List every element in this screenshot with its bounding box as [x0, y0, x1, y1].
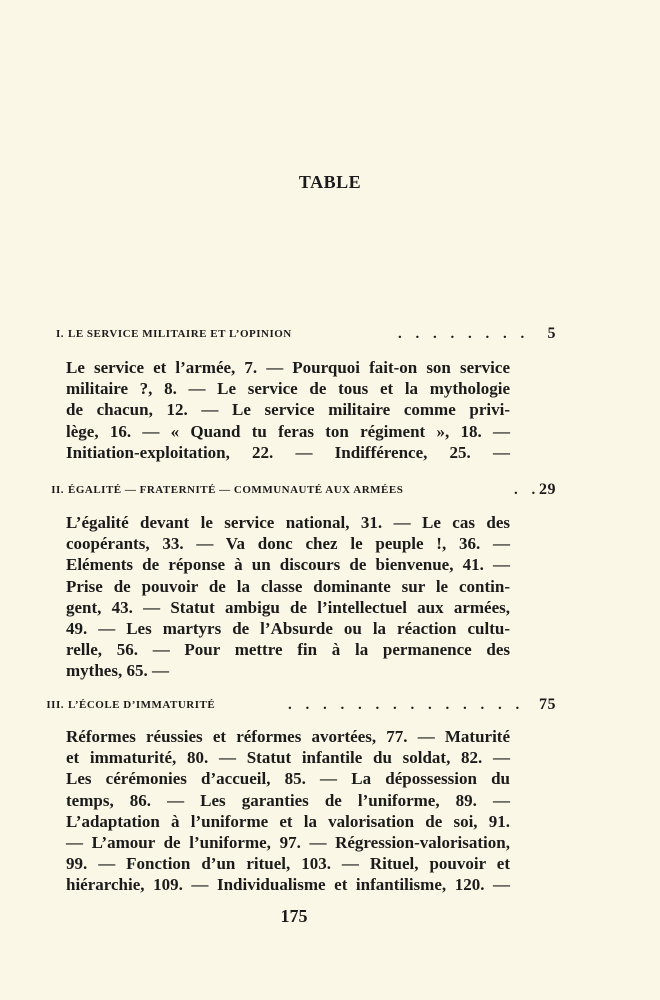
summary-line: L’égalité devant le service national, 31. — Le cas des — [66, 513, 510, 532]
summary-line: militaire ?, 8. — Le service de tous et la mythologie — [66, 379, 510, 399]
leader-dots: . . . . . . . . — [398, 326, 530, 342]
chapter-page: 29 — [539, 481, 556, 498]
summary-line: relle, 56. — Pour mettre fin à la permanence des — [66, 640, 510, 660]
page-title: TABLE — [298, 172, 362, 192]
summary-line: Le service et l’armée, 7. — Pourquoi fait-on son service — [66, 358, 510, 377]
chapter-title: L’ÉCOLE D’IMMATURITÉ — [68, 699, 216, 711]
summary-line: Eléments de réponse à un discours de bienvenue, 41. — — [66, 555, 510, 575]
chapter-summary — [66, 512, 510, 682]
chapter-heading — [32, 326, 556, 346]
summary-line: 99. — Fonction d’un rituel, 103. — Rituel, pouvoir et — [66, 854, 510, 874]
chapter-page: 5 — [547, 325, 556, 342]
chapter-number: II. — [51, 484, 64, 496]
summary-line: lège, 16. — « Quand tu feras ton régiment », 18. — — [66, 421, 510, 441]
summary-line: temps, 86. — Les garanties de l’uniforme, 89. — — [66, 790, 510, 810]
summary-line: coopérants, 33. — Va donc chez le peuple !, 36. — — [66, 534, 510, 554]
summary-line: et immaturité, 80. — Statut infantile du soldat, 82. — — [66, 748, 510, 768]
summary-line: Réformes réussies et réformes avortées, 77. — Maturité — [66, 727, 510, 746]
summary-line: Initiation-exploitation, 22. — Indifférence, 25. — — [66, 442, 510, 462]
leader-dots: . . — [514, 482, 541, 498]
summary-line: hiérarchie, 109. — Individualisme et infantilisme, 120. — — [66, 875, 510, 895]
chapter-heading — [32, 697, 556, 717]
summary-line: gent, 43. — Statut ambigu de l’intellectuel aux armées, — [66, 597, 510, 617]
summary-line: Les cérémonies d’accueil, 85. — La dépossession du — [66, 769, 510, 789]
chapter-title: ÉGALITÉ — FRATERNITÉ — COMMUNAUTÉ AUX ARMÉES — [68, 484, 404, 496]
summary-line: — L’amour de l’uniforme, 97. — Régression-valorisation, — [66, 833, 510, 853]
summary-line: 49. — Les martyrs de l’Absurde ou la réaction cultu- — [66, 619, 510, 639]
chapter-number: I. — [55, 328, 64, 340]
chapter-summary — [66, 357, 510, 463]
chapter-summary — [66, 726, 510, 896]
summary-line: mythes, 65. — — [66, 661, 169, 681]
chapter-title: LE SERVICE MILITAIRE ET L’OPINION — [68, 328, 292, 340]
summary-line: de chacun, 12. — Le service militaire comme privi- — [66, 400, 510, 420]
chapter-page: 75 — [539, 696, 556, 713]
summary-line: L’adaptation à l’uniforme et la valorisation de soi, 91. — [66, 811, 510, 831]
chapter-heading — [32, 482, 556, 502]
leader-dots: . . . . . . . . . . . . . . — [288, 697, 525, 713]
chapter-number: III. — [46, 699, 64, 711]
summary-line: Prise de pouvoir de la classe dominante sur le contin- — [66, 576, 510, 596]
page-number: 175 — [280, 906, 308, 926]
